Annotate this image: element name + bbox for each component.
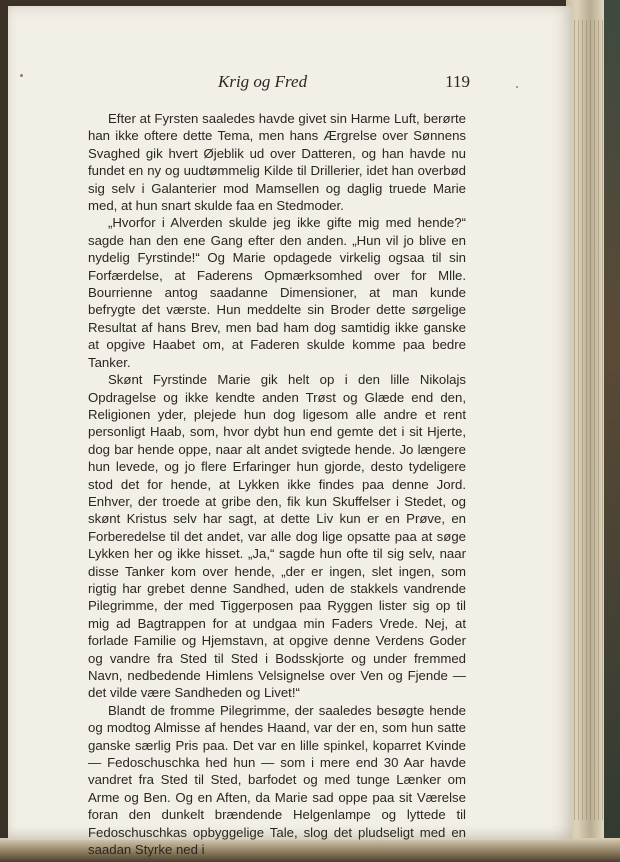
book-page <box>8 6 572 858</box>
paragraph: Skønt Fyrstinde Marie gik helt op i den lille Nikolajs Opdragelse og ikke kendte anden Trøst og Glæde end den, Religionen yder, plejede hun dog ligesom alle andre et rent personligt Haab, som, hvor dybt hun end gemte det i sit Hjerte, dog bar hende oppe, naar alt andet svigtede hende. Jo længere hun levede, og jo flere Erfaringer hun gjorde, desto tydeligere stod det for hende, at Lykken ikke findes paa denne Jord. Enhver, der troede at gribe den, fik kun Skuffelser i Stedet, og skønt Kristus selv har sagt, at dette Liv kun er en Prøve, en Forberedelse til det andet, var alle dog lige opsatte paa at søge Lykken her og ikke hisset. „Ja,“ sagde hun ofte til sig selv, naar disse Tanker kom over hende, „der er ingen, slet ingen, som rigtig har grebet denne Sandhed, uden de stakkels vandrende Pilegrimme, der med Tiggerposen paa Ryggen lister sig op til mig ad Bagtrappen for at undgaa min Faders Vrede. Nej, at forlade Familie og Hjemstavn, at opgive denne Verdens Goder og vandre fra Sted til Sted i Bodsskjorte og under fremmed Navn, nedbedende Himlens Velsignelse over Ven og Fjende — det vilde være Sandheden og Livet!“ <box>88 372 466 701</box>
body-text <box>88 110 466 858</box>
page-number: 119 <box>445 72 470 91</box>
paragraph: Efter at Fyrsten saaledes havde givet sin Harme Luft, berørte han ikke oftere dette Tema, men hans Ærgrelse over Sønnens Svaghed gik hvert Øjeblik ud over Datteren, og han havde nu fundet en ny og uudtømmelig Kilde til Drillerier, idet han overbød sig selv i Galanterier mod Mamsellen og daglig truede Marie med, at hun snart skulde faa en Stedmoder. <box>88 111 466 214</box>
book-title: Krig og Fred <box>218 72 308 91</box>
paragraph: „Hvorfor i Alverden skulde jeg ikke gifte mig med hende?“ sagde han den ene Gang efter den anden. „Hun vil jo blive en nydelig Fyrstinde!“ Og Marie opdagede virkelig ogsaa til sin Forfærdelse, at Faderens Opmærksomhed over for Mlle. Bourrienne antog saadanne Dimensioner, at man kunde befrygte det værste. Hun meddelte sin Broder dette sørgelige Resultat af hans Brev, men bad ham dog samtidig ikke ganske at opgive Haabet om, at Faderen skulde komme paa bedre Tanker. <box>88 215 466 370</box>
running-head <box>218 72 470 96</box>
paper-speck <box>516 86 518 88</box>
paragraph: Blandt de fromme Pilegrimme, der saaledes besøgte hende og modtog Almisse af hendes Haand, var der en, som hun satte ganske særlig Pris paa. Det var en lille spinkel, koparret Kvinde — Fedoschuschka hed hun — som i mere end 30 Aar havde vandret fra Sted til Sted, barfodet og med tunge Lænker om Arme og Ben. Og en Aften, da Marie sad oppe paa sit Værelse foran den dunkelt brændende Helgenlampe og lyttede til Fedoschuschkas opbyggelige Tale, slog det pludseligt med en saadan Styrke ned i <box>88 702 466 858</box>
paper-speck <box>20 74 23 77</box>
book-cover-edge <box>604 0 620 862</box>
